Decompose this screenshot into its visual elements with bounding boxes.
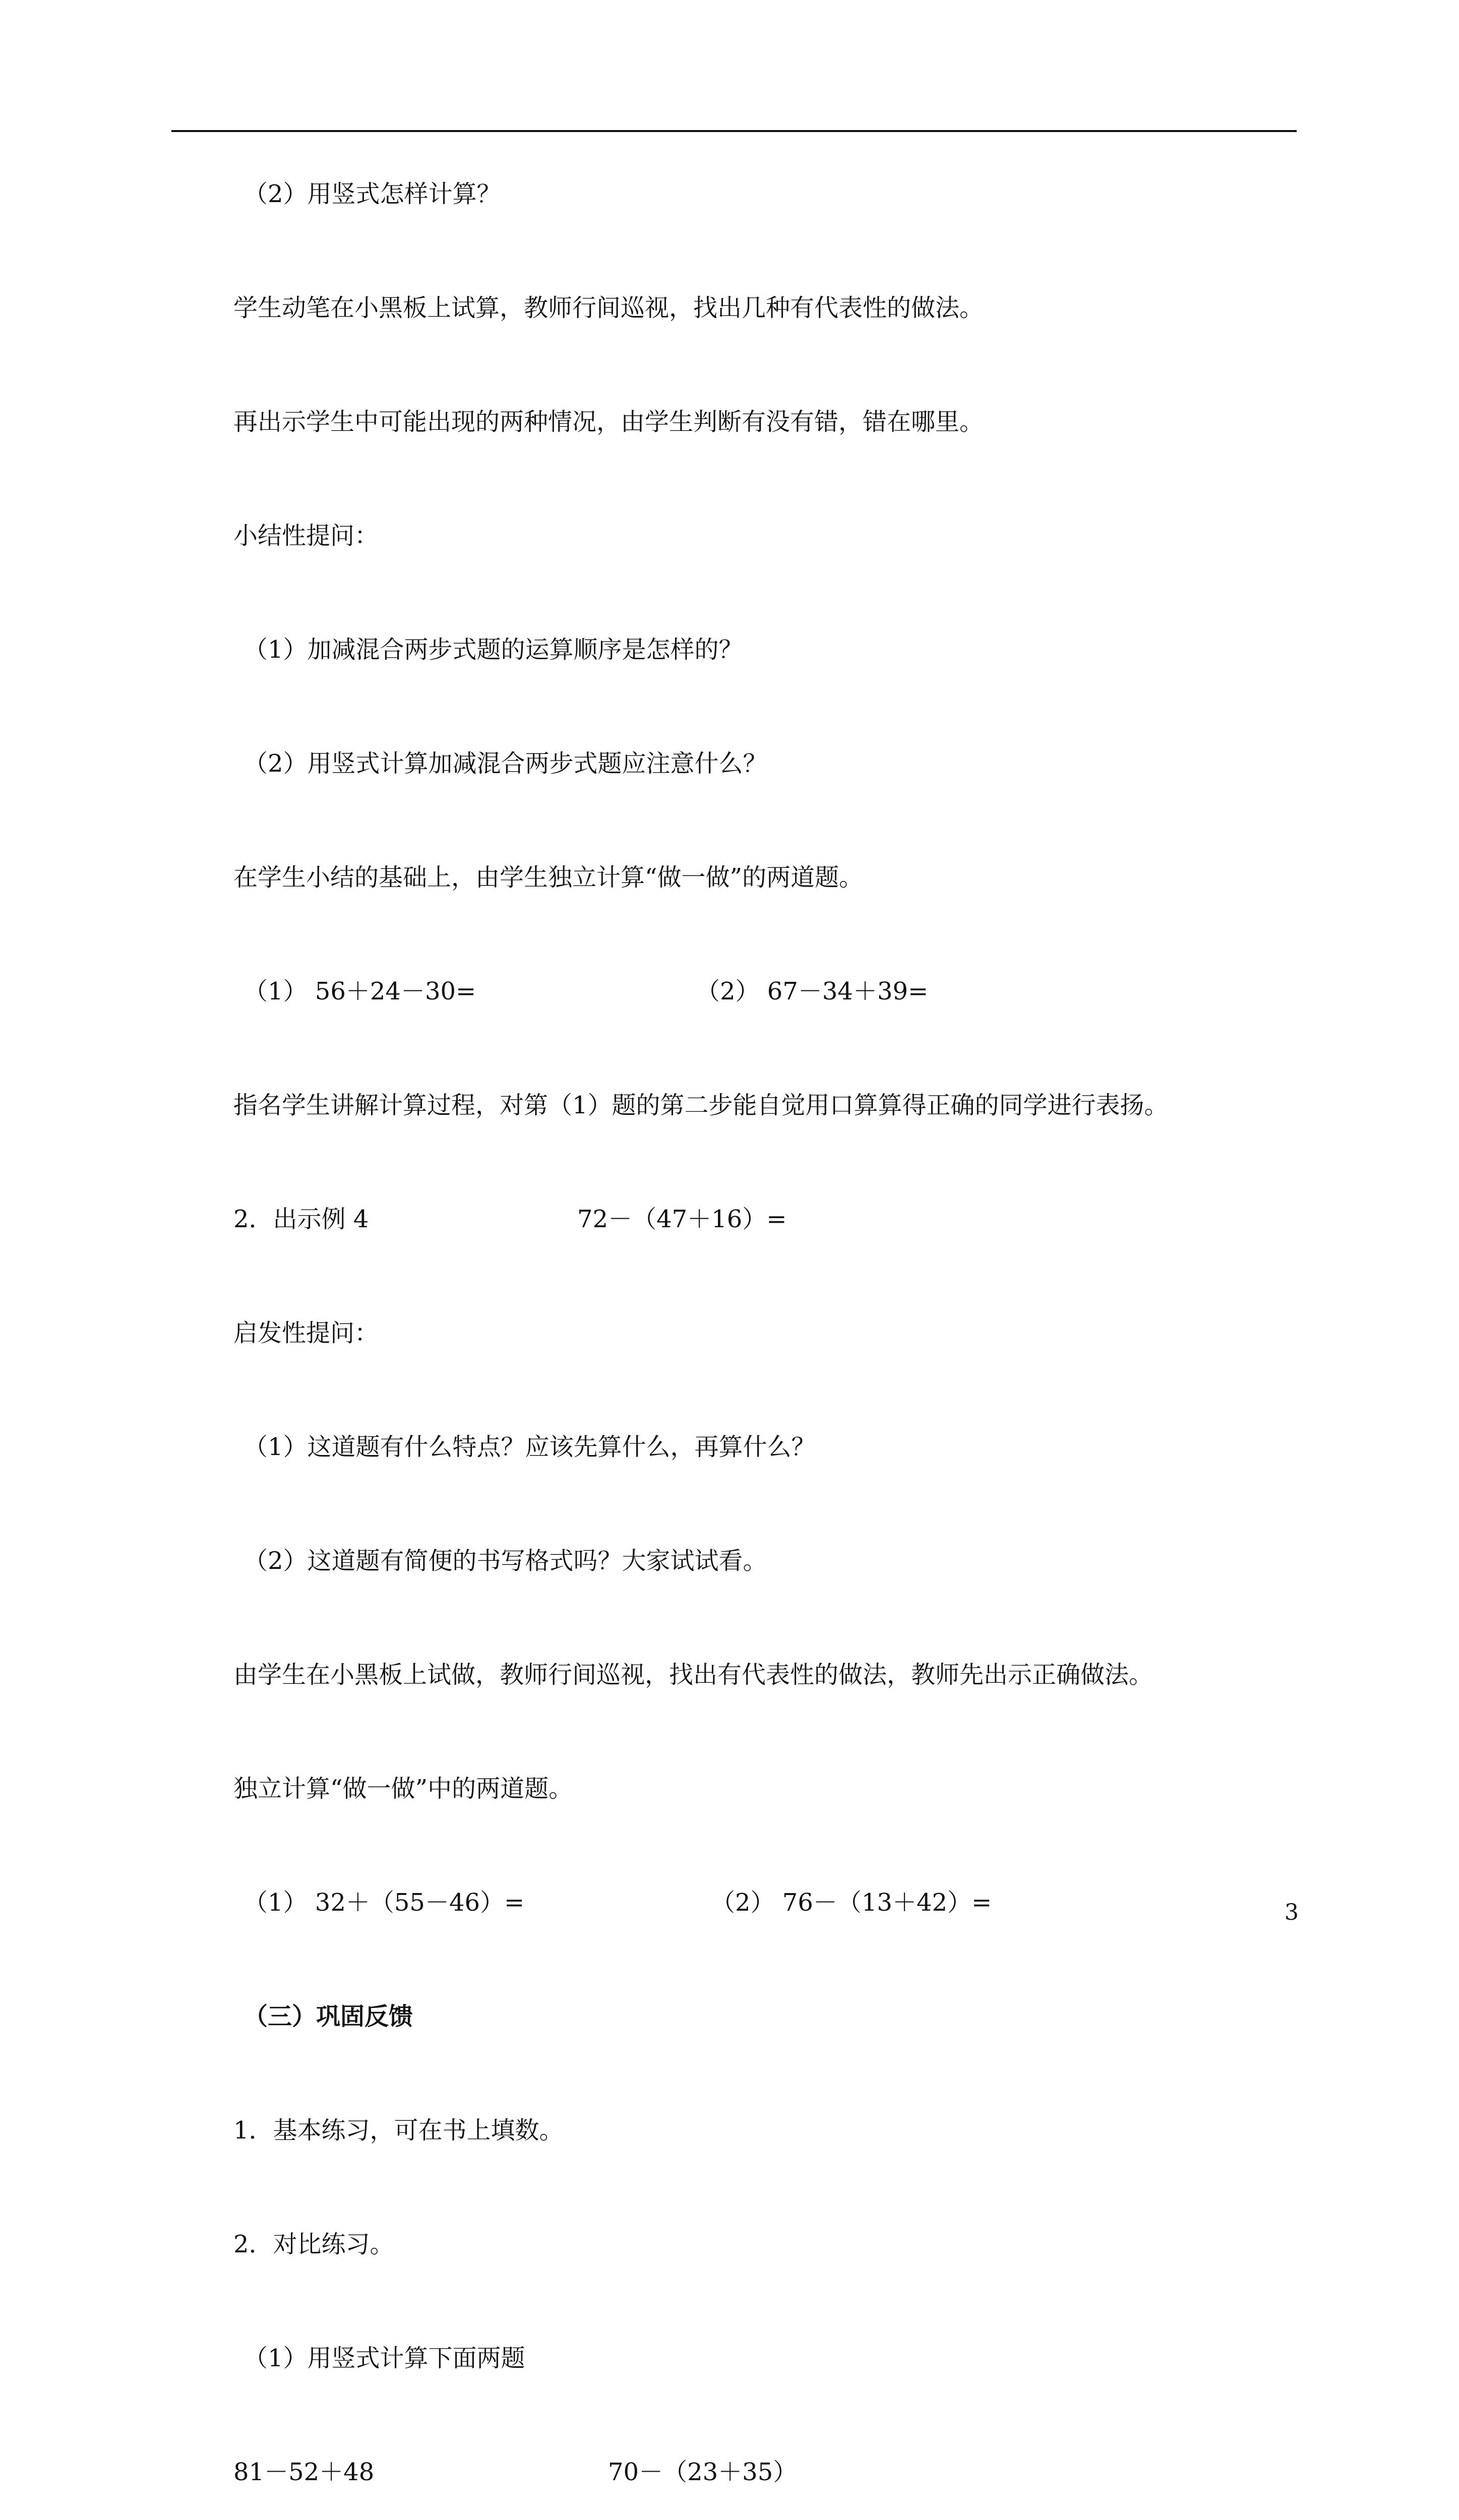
paragraph-text: 1．基本练习，可在书上填数。 bbox=[233, 2116, 564, 2145]
section-heading bbox=[233, 1996, 1297, 2110]
paragraph bbox=[233, 1085, 1297, 1199]
paragraph bbox=[233, 1427, 1297, 1541]
paragraph-text: 再出示学生中可能出现的两种情况，由学生判断有没有错，错在哪里。 bbox=[233, 408, 984, 436]
equation-right: （2） 67－34＋39= bbox=[696, 977, 929, 1005]
paragraph-text: 启发性提问： bbox=[233, 1319, 379, 1347]
paragraph bbox=[233, 629, 1297, 743]
paragraph-text: 在学生小结的基础上，由学生独立计算“做一做”的两道题。 bbox=[233, 863, 864, 892]
paragraph bbox=[233, 288, 1297, 402]
paragraph bbox=[233, 857, 1297, 971]
paragraph-text: （2）用竖式计算加减混合两步式题应注意什么？ bbox=[244, 749, 767, 778]
paragraph bbox=[233, 1655, 1297, 1769]
paragraph bbox=[233, 2224, 1297, 2338]
equation-right: 70－（23＋35） bbox=[608, 2458, 798, 2486]
page-number: 3 bbox=[1285, 1900, 1299, 1925]
paragraph-text: 2．对比练习。 bbox=[233, 2230, 394, 2258]
equation-row bbox=[233, 2452, 1297, 2520]
equation-right: （2） 76－（13＋42）= bbox=[711, 1888, 992, 1917]
paragraph bbox=[233, 743, 1297, 857]
paragraph bbox=[233, 174, 1297, 288]
paragraph-text: （1）这道题有什么特点？应该先算什么，再算什么？ bbox=[244, 1433, 816, 1461]
paragraph bbox=[233, 1313, 1297, 1427]
equation-row bbox=[233, 1882, 1297, 1996]
paragraph-text: （2）这道题有简便的书写格式吗？大家试试看。 bbox=[244, 1547, 767, 1575]
example-label: 2．出示例 4 bbox=[233, 1205, 369, 1233]
equation-left: 81－52＋48 bbox=[233, 2458, 375, 2486]
equation-right: 72－（47＋16）= bbox=[577, 1205, 787, 1233]
section-heading-text: （三）巩固反馈 bbox=[244, 2002, 413, 2031]
paragraph-text: 独立计算“做一做”中的两道题。 bbox=[233, 1775, 573, 1803]
paragraph-text: 指名学生讲解计算过程，对第（1）题的第二步能自觉用口算算得正确的同学进行表扬。 bbox=[233, 1091, 1169, 1119]
paragraph bbox=[233, 1541, 1297, 1655]
paragraph bbox=[233, 2110, 1297, 2224]
header-rule bbox=[171, 130, 1297, 132]
paragraph bbox=[233, 402, 1297, 516]
paragraph bbox=[233, 2338, 1297, 2452]
paragraph bbox=[233, 516, 1297, 629]
paragraph-text: 学生动笔在小黑板上试算，教师行间巡视，找出几种有代表性的做法。 bbox=[233, 294, 984, 322]
paragraph-text: （2）用竖式怎样计算？ bbox=[244, 180, 501, 208]
equation-left: （1） 56＋24－30= bbox=[244, 977, 476, 1005]
paragraph bbox=[233, 1769, 1297, 1882]
equation-left: （1） 32＋（55－46）= bbox=[244, 1888, 525, 1917]
paragraph-text: （1）用竖式计算下面两题 bbox=[244, 2344, 525, 2372]
paragraph-text: 由学生在小黑板上试做，教师行间巡视，找出有代表性的做法，教师先出示正确做法。 bbox=[233, 1661, 1153, 1689]
paragraph-text: 小结性提问： bbox=[233, 522, 379, 550]
paragraph-text: （1）加减混合两步式题的运算顺序是怎样的？ bbox=[244, 636, 743, 664]
equation-row bbox=[233, 1199, 1297, 1313]
equation-row bbox=[233, 971, 1297, 1085]
document-body bbox=[233, 174, 1297, 2520]
